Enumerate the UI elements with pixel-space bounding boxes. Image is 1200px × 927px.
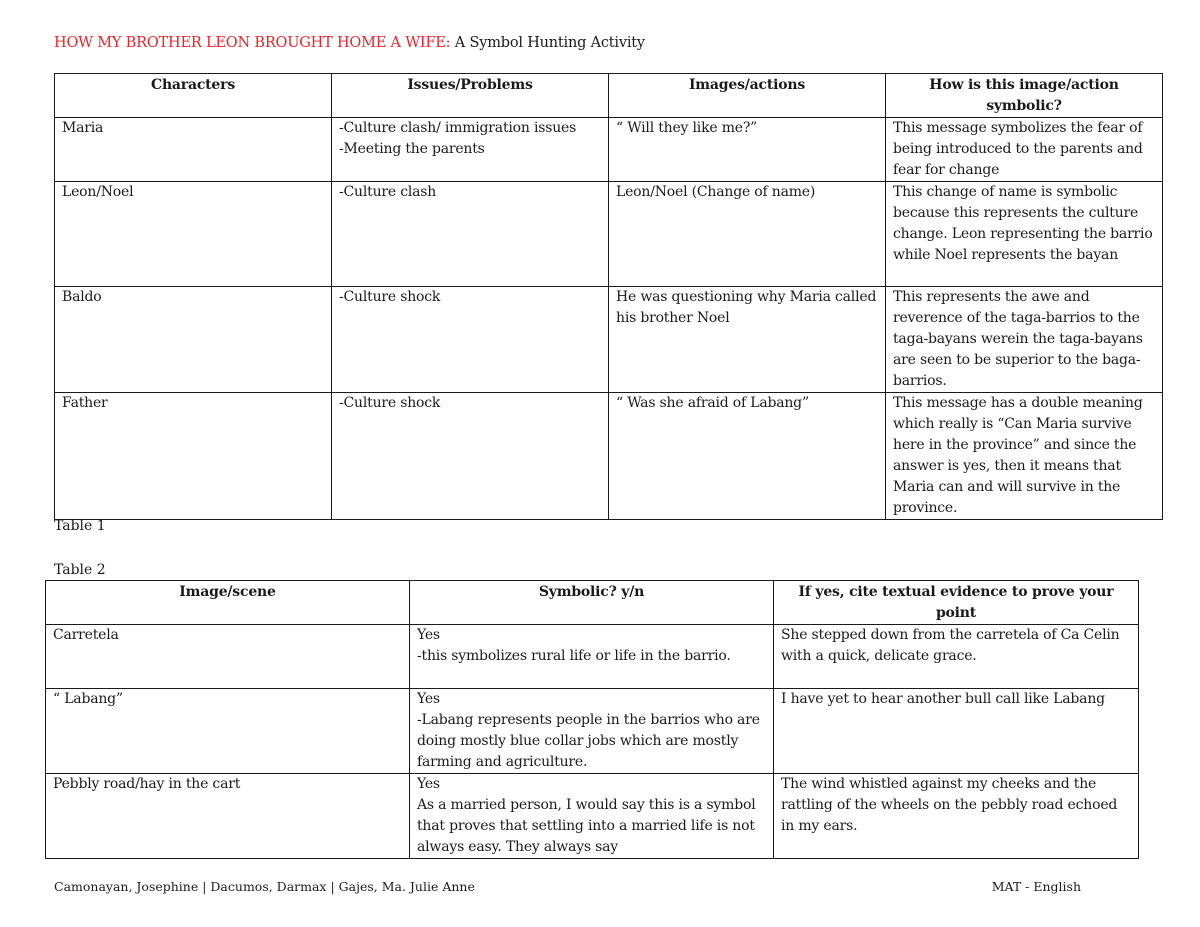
symbolic-cell: [886, 182, 1163, 287]
symbolic-answer: Yes: [417, 691, 440, 707]
issues-cell: [332, 118, 609, 182]
scene-cell: [46, 774, 410, 859]
issue-line: -Culture shock: [339, 395, 441, 411]
issue-line: -Culture shock: [339, 289, 441, 305]
evidence-text: The wind whistled against my cheeks and the rattling of the wheels on the pebbly road echoed in my ears.: [781, 776, 1118, 834]
table-header-row: [55, 74, 1163, 118]
image-text: He was questioning why Maria called his brother Noel: [616, 289, 877, 326]
table-row: [46, 689, 1139, 774]
character-cell: [55, 118, 332, 182]
character-name: Baldo: [62, 289, 102, 305]
character-cell: [55, 182, 332, 287]
character-cell: [55, 287, 332, 393]
symbolic-answer: Yes: [417, 627, 440, 643]
symbolic-answer: Yes: [417, 776, 440, 792]
scene-text: Pebbly road/hay in the cart: [53, 776, 241, 792]
evidence-text: She stepped down from the carretela of Ca Celin with a quick, delicate grace.: [781, 627, 1120, 664]
table-header-cell: Characters: [55, 74, 332, 118]
table-header-cell: If yes, cite textual evidence to prove your point: [774, 581, 1139, 625]
image-cell: [609, 182, 886, 287]
symbolic-text: This change of name is symbolic because this represents the culture change. Leon representing the barrio while Noel represents the bayan: [893, 184, 1153, 263]
symbolic-answer-cell: [410, 625, 774, 689]
character-cell: [55, 393, 332, 520]
scene-text: “ Labang”: [53, 691, 123, 707]
table-caption: Table 1: [54, 518, 106, 534]
symbolic-explanation: As a married person, I would say this is a symbol that proves that settling into a married life is not always easy. They always say: [417, 797, 756, 855]
image-text: “ Will they like me?”: [616, 120, 758, 136]
table-row: [55, 393, 1163, 520]
table-header-cell: Image/scene: [46, 581, 410, 625]
document-title: [54, 35, 645, 51]
image-text: “ Was she afraid of Labang”: [616, 395, 809, 411]
evidence-cell: [774, 774, 1139, 859]
evidence-text: I have yet to hear another bull call like Labang: [781, 691, 1105, 707]
table-row: [55, 182, 1163, 287]
title-main: HOW MY BROTHER LEON BROUGHT HOME A WIFE:: [54, 35, 451, 51]
issue-line: -Culture clash: [339, 184, 437, 200]
symbolic-answer-cell: [410, 774, 774, 859]
image-text: Leon/Noel (Change of name): [616, 184, 816, 200]
issue-line: -Culture clash/ immigration issues: [339, 120, 577, 136]
table-row: [55, 118, 1163, 182]
character-name: Leon/Noel: [62, 184, 134, 200]
symbolic-answer-cell: [410, 689, 774, 774]
table-header-cell: Issues/Problems: [332, 74, 609, 118]
symbolic-cell: [886, 118, 1163, 182]
symbolic-explanation: -this symbolizes rural life or life in the barrio.: [417, 648, 731, 664]
evidence-cell: [774, 689, 1139, 774]
title-subtitle: A Symbol Hunting Activity: [450, 35, 645, 51]
symbolic-text: This message symbolizes the fear of being introduced to the parents and fear for change: [893, 120, 1143, 178]
footer-course: MAT - English: [991, 879, 1081, 894]
symbolic-cell: [886, 287, 1163, 393]
footer-authors: Camonayan, Josephine | Dacumos, Darmax | Gajes, Ma. Julie Anne: [54, 879, 475, 894]
table-header-cell: How is this image/action symbolic?: [886, 74, 1163, 118]
scene-cell: [46, 689, 410, 774]
evidence-cell: [774, 625, 1139, 689]
symbolic-cell: [886, 393, 1163, 520]
scene-text: Carretela: [53, 627, 119, 643]
symbolic-explanation: -Labang represents people in the barrios who are doing mostly blue collar jobs which are mostly farming and agriculture.: [417, 712, 760, 770]
issues-cell: [332, 287, 609, 393]
symbol-table-1: [54, 73, 1163, 520]
issues-cell: [332, 182, 609, 287]
table-row: [46, 625, 1139, 689]
table-header-cell: Images/actions: [609, 74, 886, 118]
symbolic-text: This message has a double meaning which really is “Can Maria survive here in the province” and since the answer is yes, then it means that Maria can and will survive in the province.: [893, 395, 1143, 516]
scene-cell: [46, 625, 410, 689]
issue-line: -Meeting the parents: [339, 141, 485, 157]
table-caption: Table 2: [54, 562, 106, 578]
table-row: [55, 287, 1163, 393]
table-row: [46, 774, 1139, 859]
character-name: Maria: [62, 120, 104, 136]
image-cell: [609, 287, 886, 393]
image-cell: [609, 118, 886, 182]
symbolic-text: This represents the awe and reverence of the taga-barrios to the taga-bayans werein the taga-bayans are seen to be superior to the baga-barrios.: [893, 289, 1143, 389]
issues-cell: [332, 393, 609, 520]
table-header-row: [46, 581, 1139, 625]
character-name: Father: [62, 395, 108, 411]
image-cell: [609, 393, 886, 520]
symbol-table-2: [45, 580, 1139, 859]
table-header-cell: Symbolic? y/n: [410, 581, 774, 625]
